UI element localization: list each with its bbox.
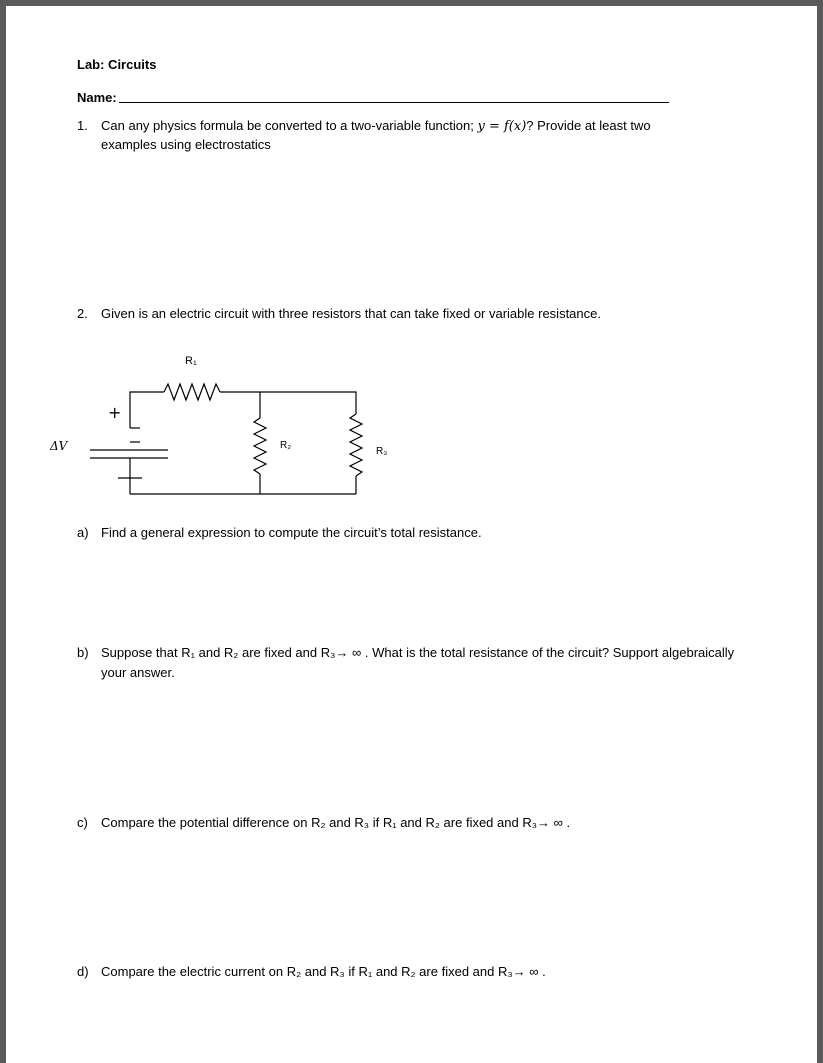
- qc-text: Compare the potential difference on R₂ and R₃ if R₁ and R₂ are fixed and R₃→ ∞ .: [101, 815, 571, 830]
- q2-number: 2.: [77, 306, 88, 321]
- qd-label: d): [77, 964, 89, 979]
- wire-left-top: [130, 392, 164, 428]
- r1-label: R₁: [185, 355, 197, 367]
- r2-label: R₂: [280, 440, 292, 451]
- qb-label: b): [77, 645, 89, 660]
- q2-text: Given is an electric circuit with three resistors that can take fixed or variable resistance.: [101, 306, 601, 321]
- qa-label: a): [77, 525, 89, 540]
- qd-text: Compare the electric current on R₂ and R₃ if R₁ and R₂ are fixed and R₃→ ∞ .: [101, 964, 546, 979]
- plus-sign: +: [108, 403, 122, 422]
- circuit-diagram: [46, 346, 386, 506]
- r3-label: R₃: [376, 446, 388, 457]
- qa-text: Find a general expression to compute the circuit’s total resistance.: [101, 525, 482, 540]
- qb-line2: your answer.: [101, 665, 175, 680]
- q1-formula: y = f(x): [477, 119, 527, 134]
- q1-number: 1.: [77, 118, 88, 133]
- resistor-r1: [164, 384, 220, 400]
- page-title: Lab: Circuits: [77, 57, 157, 72]
- circuit-wires: [90, 384, 362, 494]
- q1-text-post: ? Provide at least two: [526, 118, 651, 133]
- wire-top: [220, 392, 356, 414]
- qc-label: c): [77, 815, 88, 830]
- name-label: Name:: [77, 90, 117, 105]
- delta-v-label: ΔV: [50, 439, 68, 453]
- qb-line1: Suppose that R₁ and R₂ are fixed and R₃→ ∞ . What is the total resistance of the circuit? Support algebraically: [101, 645, 735, 660]
- q1-line2: examples using electrostatics: [101, 137, 271, 152]
- resistor-r3: [350, 414, 362, 476]
- name-blank-line[interactable]: [119, 102, 669, 103]
- q1-text-pre: Can any physics formula be converted to a two-variable function;: [101, 118, 478, 133]
- worksheet-page: [6, 6, 817, 1063]
- resistor-r2: [254, 418, 266, 474]
- q1-line1: [101, 118, 651, 134]
